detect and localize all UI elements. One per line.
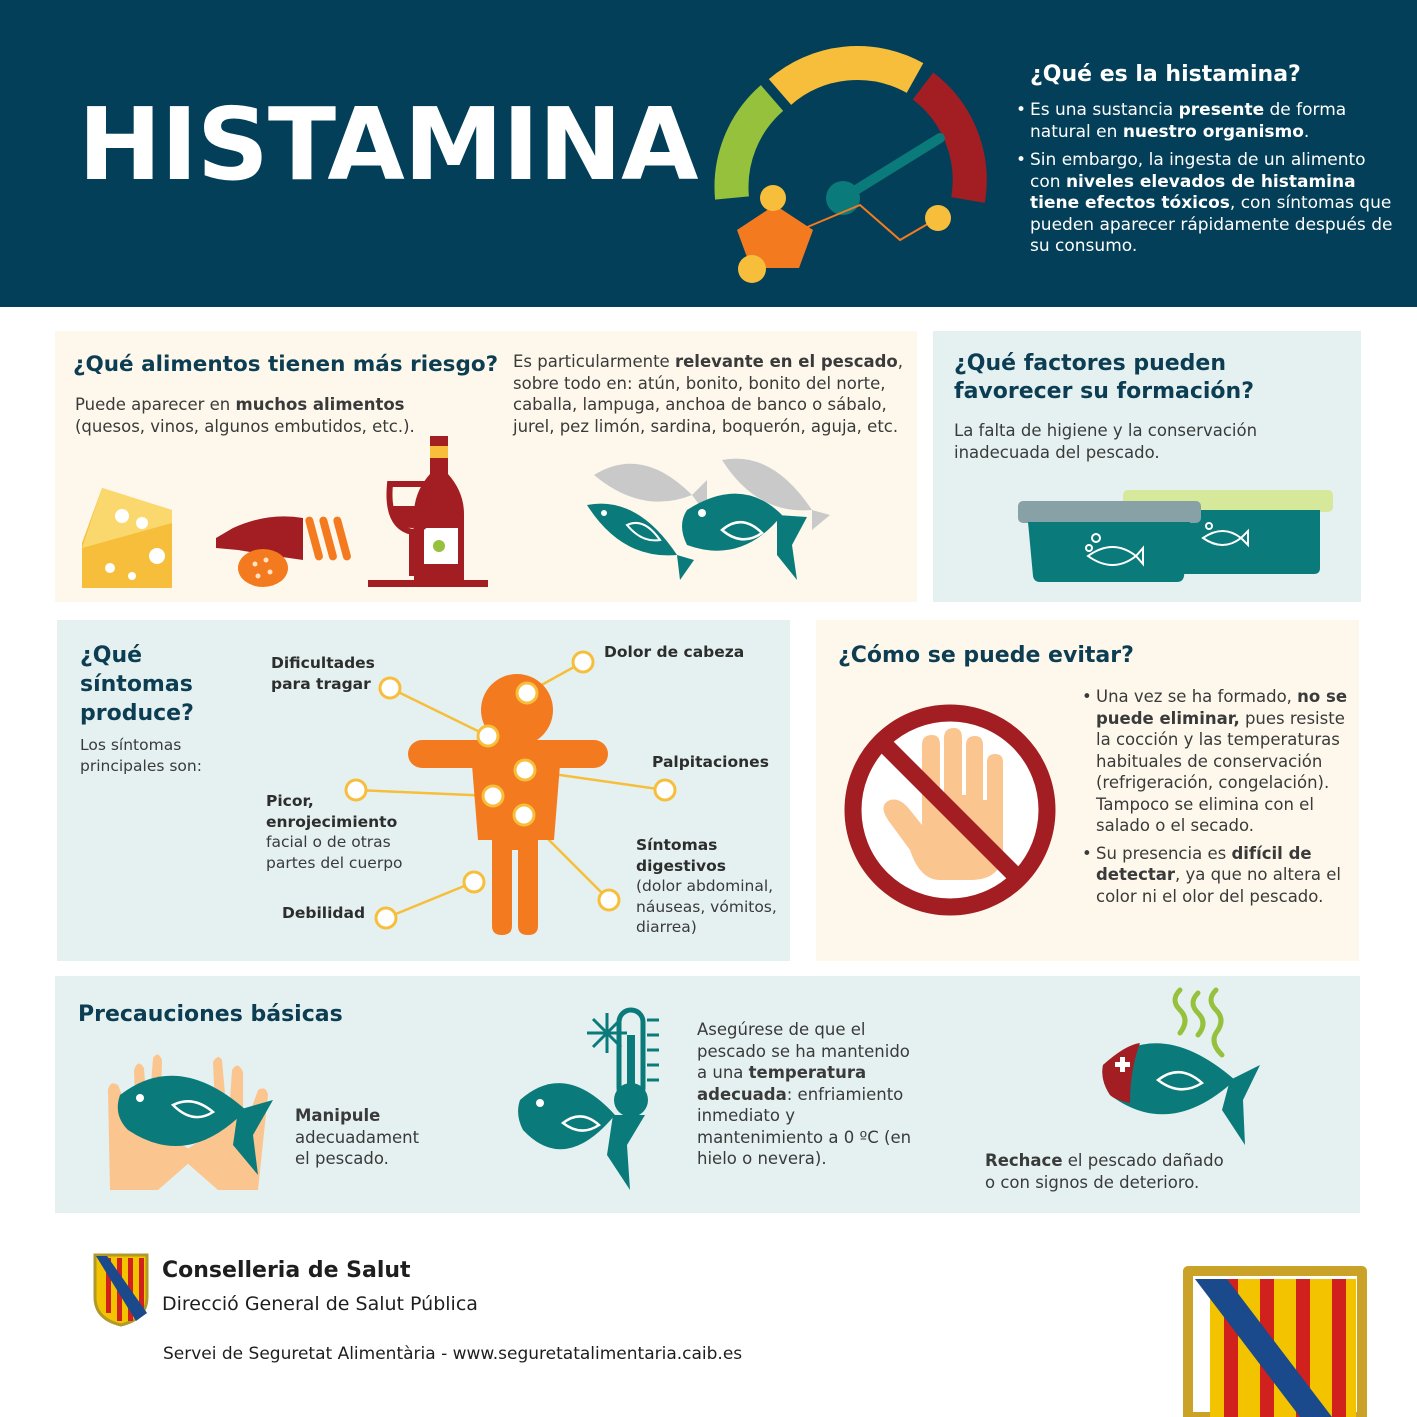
fish-thermometer-icon [515, 1005, 665, 1195]
symptoms-subtitle: Los síntomas principales son: [80, 736, 202, 775]
factors-text: La falta de higiene y la conservación inadecuada del pescado. [954, 421, 1258, 462]
precaution-temperature-text: Asegúrese de que el pescado se ha mantenido a una temperatura adecuada: enfriamiento inmediato y mantenimiento a 0 ºC (en hielo o nevera). [697, 1020, 912, 1168]
hands-fish-icon [98, 1050, 278, 1192]
symptom-dificultades: Dificultades para tragar [271, 654, 375, 693]
symptom-palpitaciones: Palpitaciones [652, 753, 769, 771]
definition-item: • Es una sustancia presente de forma natural en nuestro organismo. [1016, 100, 1396, 143]
precaution-reject-text: Rechace el pescado dañado o con signos de deterioro. [985, 1151, 1224, 1192]
page-title: HISTAMINA [78, 86, 698, 203]
symptom-debilidad: Debilidad [282, 904, 366, 922]
symptom-digestivos: Síntomas digestivos (dolor abdominal, náuseas, vómitos, diarrea) [636, 836, 777, 936]
cheese-icon [82, 488, 182, 593]
damaged-fish-icon [1100, 985, 1265, 1150]
sausage-icon [208, 510, 353, 590]
fish-text: Es particularmente relevante en el pescado, sobre todo en: atún, bonito, bonito del norte, caballa, lampuga, anchoa de banco o sábalo, jurel, pez limón, sardina, boquerón, aguja, etc. [513, 352, 904, 436]
avoid-title: ¿Cómo se puede evitar? [838, 643, 1134, 668]
symptom-picor: Picor, enrojecimiento facial o de otras partes del cuerpo [266, 792, 403, 872]
histamine-question: ¿Qué es la histamina? [1030, 62, 1301, 87]
foods-title: ¿Qué alimentos tienen más riesgo? [73, 352, 499, 377]
balearic-flag-icon [1182, 1265, 1368, 1417]
avoid-list [1082, 686, 1347, 913]
factors-title: ¿Qué factores pueden favorecer su formación? [954, 351, 1254, 404]
definition-item: • Sin embargo, la ingesta de un alimento con niveles elevados de histamina tiene efectos tóxicos, con síntomas que pueden aparecer rápidamente después de su consumo. [1016, 150, 1396, 258]
avoid-item: • Una vez se ha formado, no se puede eliminar, pues resiste la cocción y las temperaturas habituales de conservación (refrigeración, congelación). Tampoco se elimina con el salado o el secado. [1082, 686, 1347, 837]
precautions-title: Precauciones básicas [78, 1002, 343, 1027]
histamine-gauge-icon [700, 40, 1000, 290]
stop-hand-icon [840, 700, 1060, 920]
human-body-icon [340, 640, 685, 940]
footer-dept: Direcció General de Salut Pública [162, 1293, 478, 1315]
fish-group-icon [582, 455, 832, 590]
footer-service: Servei de Seguretat Alimentària - www.seguretatalimentaria.caib.es [163, 1344, 743, 1364]
fish-containers-icon [1018, 488, 1336, 586]
avoid-item: • Su presencia es difícil de detectar, ya que no altera el color ni el olor del pescado. [1082, 843, 1347, 908]
wine-icon [368, 436, 488, 588]
symptom-dolor: Dolor de cabeza [604, 643, 745, 661]
precaution-handle-text: Manipule adecuadament el pescado. [295, 1106, 420, 1168]
footer-org: Conselleria de Salut [162, 1258, 411, 1283]
balearic-shield-icon [93, 1253, 149, 1327]
histamine-definition-list [1016, 100, 1396, 265]
foods-text: Puede aparecer en muchos alimentos (quesos, vinos, algunos embutidos, etc.). [75, 395, 415, 436]
symptoms-title: ¿Qué síntomas produce? [80, 643, 194, 726]
